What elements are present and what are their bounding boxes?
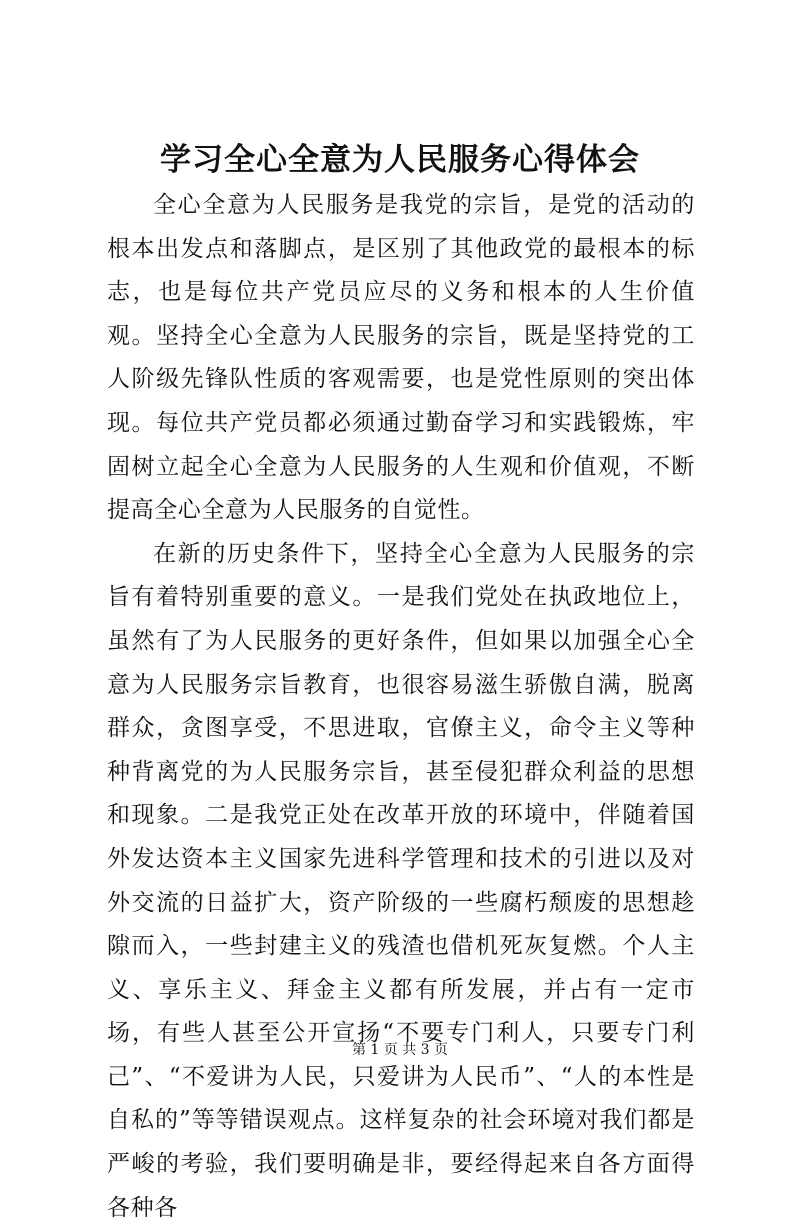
paragraph-1: 全心全意为人民服务是我党的宗旨，是党的活动的根本出发点和落脚点，是区别了其他政党的最根本的标志，也是每位共产党员应尽的义务和根本的人生价值观。坚持全心全意为人民服务的宗旨，既是坚持党的工人阶级先锋队性质的客观需要，也是党性原则的突出体现。每位共产党员都必须通过勤奋学习和实践锻炼，牢固树立起全心全意为人民服务的人生观和价值观，不断提高全心全意为人民服务的自觉性。 bbox=[107, 192, 695, 524]
page-footer: 第 1 页 共 3 页 bbox=[351, 1042, 449, 1058]
document-body bbox=[107, 184, 695, 1230]
document-title: 学习全心全意为人民服务心得体会 bbox=[160, 142, 640, 178]
paragraph-2: 在新的历史条件下，坚持全心全意为人民服务的宗旨有着特别重要的意义。一是我们党处在执政地位上，虽然有了为人民服务的更好条件，但如果以加强全心全意为人民服务宗旨教育，也很容易滋生骄傲自满，脱离群众，贪图享受，不思进取，官僚主义，命令主义等种种背离党的为人民服务宗旨，甚至侵犯群众利益的思想和现象。二是我党正处在改革开放的环境中，伴随着国外发达资本主义国家先进科学管理和技术的引进以及对外交流的日益扩大，资产阶级的一些腐朽颓废的思想趁隙而入，一些封建主义的残渣也借机死灰复燃。个人主义、享乐主义、拜金主义都有所发展，并占有一定市场，有些人甚至公开宣扬“不要专门利人，只要专门利己”、“不爱讲为人民，只爱讲为人民币”、“人的本性是自私的”等等错误观点。这样复杂的社会环境对我们都是严峻的考验，我们要明确是非，要经得起来自各方面得各种各 bbox=[107, 540, 695, 1221]
